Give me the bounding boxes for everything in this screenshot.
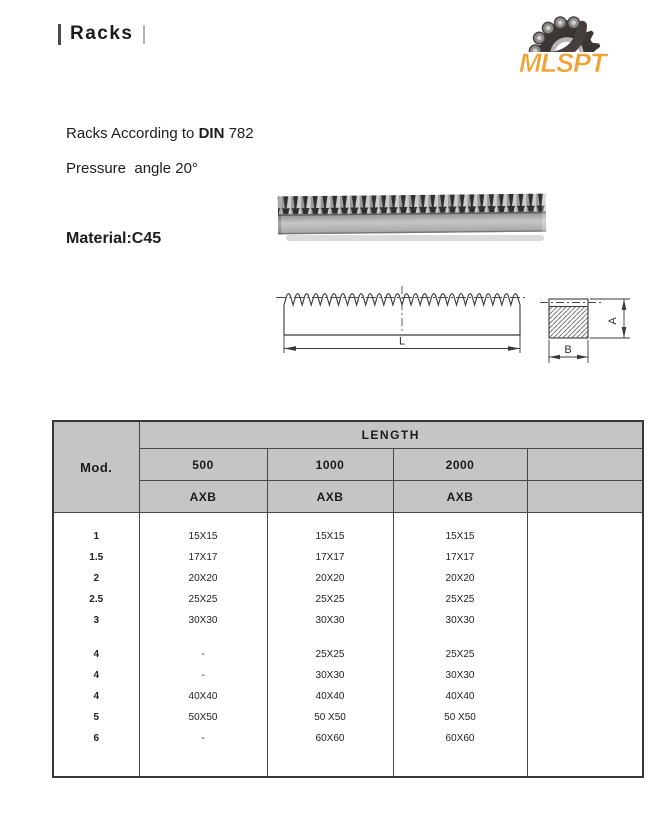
mod-column [53,513,139,778]
size-value: - [201,670,205,681]
size-value: 17X17 [445,552,475,563]
size-value: 20X20 [315,573,345,584]
standard-line-prefix: Racks According to [66,125,199,142]
dimension-drawing [268,283,653,375]
mod-value: 3 [93,615,100,626]
mod-value: 4 [93,649,100,660]
mod-value: 5 [93,712,100,723]
standard-line [66,125,254,142]
length-group-header: LENGTH [139,421,643,449]
page-title: Racks [70,23,134,44]
mod-value: 1 [93,531,100,542]
size-value: 25X25 [188,594,218,605]
size-value: 15X15 [315,531,345,542]
height-dimension-label: A [607,317,619,325]
size-value: 25X25 [315,649,345,660]
size-value: 15X15 [188,531,218,542]
length-1000-column [267,513,393,778]
axb-header-blank [527,481,643,513]
logo-text: MLSPT [519,48,606,78]
length-blank-header [527,449,643,481]
size-value: 30X30 [315,615,345,626]
size-value: 40X40 [315,691,345,702]
rack-technical-drawing [268,283,653,375]
brand-logo [517,12,627,86]
mod-value: 4 [93,691,100,702]
rack-photo-image [276,189,550,249]
title-right-rule [143,25,145,44]
length-2000-header: 2000 [393,449,527,481]
size-value: 17X17 [188,552,218,563]
length-dimension-label: L [398,335,406,348]
size-value: 60X60 [445,733,475,744]
size-value: 30X30 [188,615,218,626]
mod-value: 6 [93,733,100,744]
mod-value: 4 [93,670,100,681]
width-dimension-label: B [564,344,572,356]
size-value: - [201,733,205,744]
mod-value: 2.5 [89,594,104,605]
length-500-header: 500 [139,449,267,481]
pressure-angle-line: Pressure angle 20° [66,160,198,177]
size-value: 30X30 [445,615,475,626]
title-left-rule [58,24,61,45]
size-value: 25X25 [315,594,345,605]
length-500-column [139,513,267,778]
length-2000-column [393,513,527,778]
mod-column-header: Mod. [53,421,139,513]
page-header [58,23,145,45]
size-value: 25X25 [445,594,475,605]
empty-column [527,513,643,778]
size-value: 40X40 [445,691,475,702]
size-value: - [201,649,205,660]
axb-header-1000: AXB [267,481,393,513]
table-body-row [53,513,643,778]
size-value: 17X17 [315,552,345,563]
size-value: 30X30 [315,670,345,681]
size-value: 50 X50 [444,712,476,723]
standard-name: DIN [198,125,225,142]
size-value: 40X40 [188,691,218,702]
size-value: 20X20 [188,573,218,584]
axb-header-2000: AXB [393,481,527,513]
axb-header-500: AXB [139,481,267,513]
rack-spec-table [52,420,644,778]
mod-value: 1.5 [89,552,104,563]
length-1000-header: 1000 [267,449,393,481]
size-value: 20X20 [445,573,475,584]
size-value: 50X50 [188,712,218,723]
mod-value: 2 [93,573,100,584]
rack-product-photo [276,189,550,249]
size-value: 15X15 [445,531,475,542]
size-value: 30X30 [445,670,475,681]
size-value: 25X25 [445,649,475,660]
material-line: Material:C45 [66,230,162,247]
size-value: 50 X50 [314,712,346,723]
standard-number: 782 [224,125,254,142]
sprocket-chain-logo-icon [517,12,627,86]
size-value: 60X60 [315,733,345,744]
